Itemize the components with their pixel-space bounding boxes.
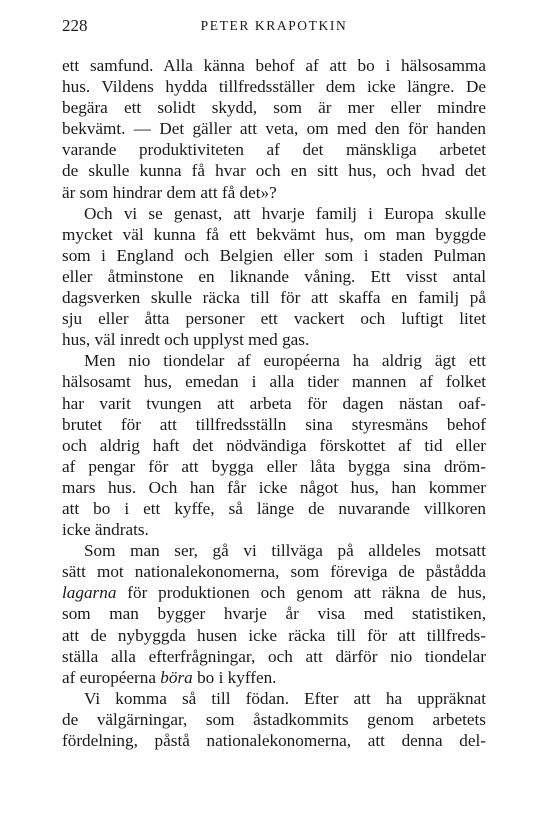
text-line: varande produktiviteten af det mänskliga arbetet bbox=[62, 140, 486, 160]
text-line: mycket väl kunna få ett bekvämt hus, om man byggde bbox=[62, 224, 486, 244]
text-line: sju eller åtta personer ett vackert och luftigt litet bbox=[62, 309, 486, 329]
text-line-after: bo i kyffen. bbox=[192, 667, 277, 687]
text-line: sätt mot nationalekonomerna, som föreviga de påstådda bbox=[62, 562, 486, 582]
text-line-italic bbox=[62, 582, 486, 603]
text-line: hus, väl inredt och upplyst med gas. bbox=[62, 330, 310, 350]
text-line-rest: för produktionen och genom att räkna de hus, bbox=[116, 583, 486, 603]
text-line: bekvämt. — Det gäller att veta, om med den för handen bbox=[62, 119, 486, 139]
text-line: ett samfund. Alla känna behof af att bo i hälsosamma bbox=[62, 56, 486, 75]
text-line: begära ett solidt skydd, som är mer eller mindre bbox=[62, 98, 486, 118]
text-line: eller åtminstone en liknande våning. Ett visst antal bbox=[62, 266, 486, 286]
text-line: som man bygger hvarje år visa med statistiken, bbox=[62, 604, 486, 624]
text-line: att bo i ett kyffe, så länge de nuvarande villkoren bbox=[62, 498, 486, 518]
text-line: har varit tvungen att arbeta för dagen nästan oaf- bbox=[62, 393, 486, 413]
text-line: att de nybyggda husen icke räcka till för att tillfreds- bbox=[62, 625, 486, 645]
text-line: mars hus. Och han får icke något hus, han kommer bbox=[62, 477, 486, 497]
paragraph-first-line: Som man ser, gå vi tillväga på alldeles motsatt bbox=[84, 541, 486, 561]
text-line: ställa alla efterfrågningar, och att därför nio tiondelar bbox=[62, 646, 486, 666]
paragraph-first-line: Vi komma så till födan. Efter att ha uppräknat bbox=[84, 688, 486, 708]
page-header bbox=[62, 16, 486, 38]
italic-word: lagarna bbox=[62, 583, 117, 603]
text-line: fördelning, påstå nationalekonomerna, att denna del- bbox=[62, 731, 486, 750]
text-line: dagsverken skulle räcka till för att skaffa en familj på bbox=[62, 288, 486, 308]
text-line: brutet för att tillfredsställn sina styresmäns behof bbox=[62, 414, 486, 434]
paragraph-first-line: Men nio tiondelar af européerna ha aldrig ägt ett bbox=[84, 351, 486, 371]
text-line: de välgärningar, som åstadkommits genom arbetets bbox=[62, 709, 486, 729]
text-line: hus. Vildens hydda tillfredsställer dem icke längre. De bbox=[62, 77, 486, 97]
text-line: och aldrig haft det nödvändiga förskottet af tid eller bbox=[62, 435, 486, 455]
text-line: icke ändrats. bbox=[62, 520, 149, 540]
page-number: 228 bbox=[62, 16, 88, 35]
text-line-italic bbox=[62, 667, 486, 688]
running-head: PETER KRAPOTKIN bbox=[200, 18, 348, 33]
italic-word: böra bbox=[160, 667, 193, 687]
body-text bbox=[62, 55, 486, 751]
paragraph-first-line: Och vi se genast, att hvarje familj i Europa skulle bbox=[84, 203, 486, 223]
text-line: de skulle kunna få hvar och en sitt hus, och hvad det bbox=[62, 161, 486, 181]
text-line: af pengar för att bygga eller låta bygga sina dröm- bbox=[62, 456, 486, 476]
text-line: är som hindrar dem att få det»? bbox=[62, 182, 277, 202]
text-line: som i England och Belgien eller som i staden Pulman bbox=[62, 245, 486, 265]
text-line-before: af européerna bbox=[62, 667, 161, 687]
text-line: hälsosamt hus, emedan i alla tider mannen af folket bbox=[62, 372, 486, 392]
